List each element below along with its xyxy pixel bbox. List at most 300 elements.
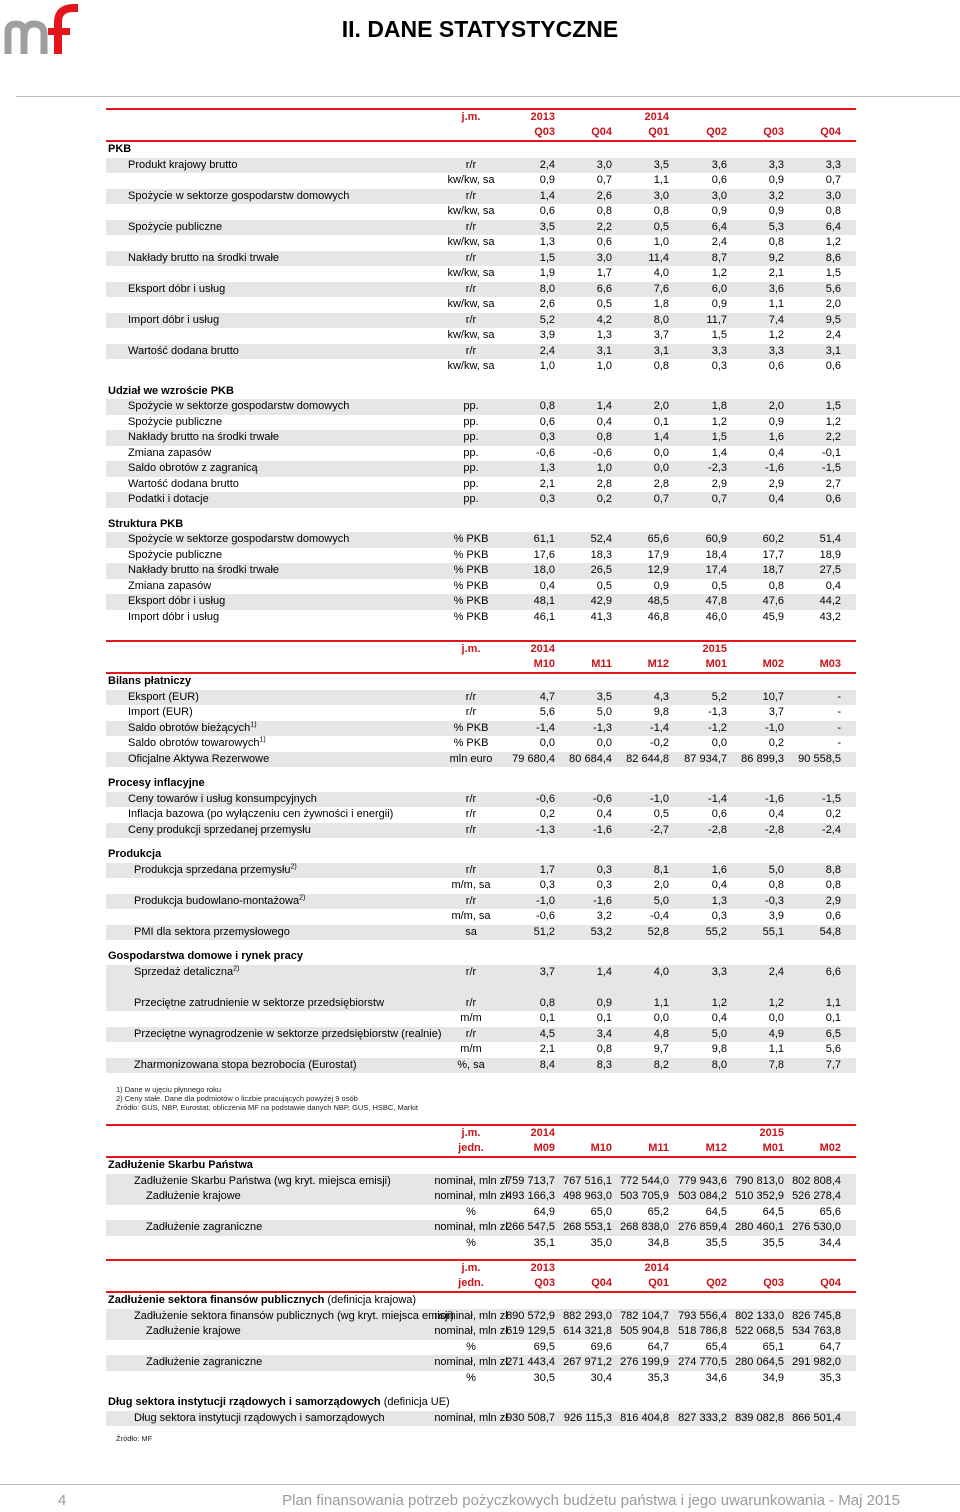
value-cell: -1,3 <box>536 823 555 836</box>
table-row <box>106 965 856 996</box>
value-cell: 52,8 <box>647 925 669 938</box>
value-cell: 11,7 <box>706 313 727 326</box>
value-cell: 1,2 <box>825 415 841 428</box>
table-row <box>106 705 856 721</box>
value-cell: 3,5 <box>596 690 612 703</box>
group-title <box>106 384 856 400</box>
value-cell: 45,9 <box>762 610 784 623</box>
table-row <box>106 158 856 174</box>
value-cell: 1,5 <box>825 400 841 412</box>
value-cell: 65,4 <box>705 1340 727 1353</box>
value-cell: 0,0 <box>768 1012 784 1024</box>
value-cell: 17,6 <box>533 548 555 561</box>
value-cell: 1,0 <box>596 360 612 372</box>
value-cell: 0,3 <box>596 879 612 891</box>
value-cell: 0,0 <box>653 446 669 459</box>
value-cell: 0,4 <box>768 446 784 459</box>
value-cell: 8,0 <box>711 1058 727 1071</box>
table-row <box>106 1042 856 1058</box>
value-cell: 271 443,4 <box>506 1356 555 1368</box>
row-unit: kw/kw, sa <box>447 205 495 217</box>
row-unit: m/m, sa <box>451 879 491 891</box>
row-unit: r/r <box>465 965 477 978</box>
value-cell: 930 508,7 <box>506 1411 555 1424</box>
value-cell: -0,6 <box>536 792 555 805</box>
footnote: 2) Ceny stałe. Dane dla podmiotów o liczbie pracujących powyżej 9 osób <box>116 1094 358 1103</box>
group-spacer <box>106 767 856 776</box>
row-label-text: Spożycie w sektorze gospodarstw domowych <box>128 189 350 202</box>
value-cell: 2,9 <box>768 477 784 490</box>
row-unit: r/r <box>465 158 477 171</box>
row-label-text: Podatki i dotacje <box>128 493 209 505</box>
table-row <box>106 610 856 626</box>
row-unit: r/r <box>465 189 477 202</box>
value-cell: 82 644,8 <box>626 752 669 765</box>
value-cell: 1,3 <box>596 329 612 341</box>
value-cell: 1,4 <box>596 400 612 412</box>
row-label <box>128 736 266 752</box>
value-cell: 0,8 <box>596 205 612 217</box>
row-label <box>128 492 209 508</box>
value-cell: -1,0 <box>650 792 669 805</box>
row-label-text: Przeciętne zatrudnienie w sektorze przedsiębiorstw <box>134 996 385 1009</box>
row-unit: % PKB <box>453 533 489 545</box>
value-cell: 2,0 <box>768 400 784 412</box>
row-unit: nominał, mln zł <box>434 1411 508 1424</box>
value-cell: 2,9 <box>825 894 841 907</box>
value-cell: 51,2 <box>533 925 555 938</box>
value-cell: 0,7 <box>653 493 669 505</box>
value-cell: 69,6 <box>590 1340 612 1353</box>
row-label-text: Zadłużenie zagraniczne <box>146 1356 263 1368</box>
value-cell: 8,8 <box>825 863 841 876</box>
value-cell: 0,7 <box>711 493 727 505</box>
value-cell: 3,1 <box>653 344 669 357</box>
value-cell: 5,6 <box>825 282 841 295</box>
table-row <box>106 532 856 548</box>
value-cell: 61,1 <box>533 533 555 545</box>
value-cell: -0,4 <box>650 910 669 922</box>
row-label <box>128 563 279 579</box>
row-label-text: Spożycie publiczne <box>128 220 223 233</box>
value-cell: 2,8 <box>653 477 669 490</box>
header-cell: Q04 <box>591 126 612 138</box>
row-label-text: Zadłużenie sektora finansów publicznych (wg kryt. miejsca emisji) <box>134 1309 454 1322</box>
value-cell: 759 713,7 <box>506 1174 555 1187</box>
header-cell: 2014 <box>530 643 555 655</box>
value-cell: -1,2 <box>708 721 727 734</box>
title-divider <box>16 96 960 97</box>
header-cell: M02 <box>819 1142 841 1154</box>
header-cell: M11 <box>591 658 612 670</box>
row-label <box>128 594 225 610</box>
row-unit: nominał, mln zł <box>434 1309 508 1322</box>
value-cell: 35,5 <box>705 1236 727 1249</box>
header-row <box>106 1126 856 1141</box>
value-cell: 3,1 <box>596 344 612 357</box>
table-row <box>106 894 856 910</box>
group-title <box>106 674 856 690</box>
value-cell: 1,0 <box>653 236 669 248</box>
header-row <box>106 1141 856 1156</box>
value-cell: 3,3 <box>711 965 727 978</box>
group-title <box>106 949 856 965</box>
value-cell: 267 971,2 <box>563 1356 612 1368</box>
table-row <box>106 266 856 282</box>
value-cell: 0,3 <box>539 879 555 891</box>
table-row <box>106 878 856 894</box>
value-cell: 64,9 <box>533 1205 555 1218</box>
value-cell: 526 278,4 <box>792 1190 841 1202</box>
table-row <box>106 1236 856 1252</box>
row-label <box>134 996 384 1012</box>
value-cell: -1,4 <box>708 792 727 805</box>
row-label <box>128 461 258 477</box>
group-title-text: Dług sektora instytucji rządowych i samorządowych <box>108 1396 381 1408</box>
value-cell: 0,6 <box>596 236 612 248</box>
footnote: Źródło: MF <box>116 1434 153 1443</box>
table-row <box>106 1174 856 1190</box>
value-cell: 86 899,3 <box>741 752 784 765</box>
value-cell: 3,3 <box>768 344 784 357</box>
row-label-text: Saldo obrotów towarowych <box>128 737 260 749</box>
row-label <box>128 282 225 298</box>
value-cell: 0,0 <box>653 462 669 474</box>
value-cell: 0,9 <box>711 205 727 217</box>
row-label-text: Dług sektora instytucji rządowych i samorządowych <box>134 1411 385 1424</box>
value-cell: -1,3 <box>593 721 612 734</box>
value-cell: 1,6 <box>711 863 727 876</box>
header-cell: M10 <box>533 658 555 670</box>
table-row <box>106 792 856 808</box>
value-cell: 0,9 <box>768 205 784 217</box>
value-cell: 0,2 <box>596 493 612 505</box>
value-cell: 8,7 <box>711 251 727 264</box>
value-cell: -0,2 <box>650 737 669 749</box>
value-cell: 4,8 <box>653 1027 669 1040</box>
value-cell: 0,6 <box>711 174 727 186</box>
row-unit: r/r <box>465 220 477 233</box>
value-cell: 0,9 <box>711 298 727 310</box>
row-unit: r/r <box>465 313 477 326</box>
value-cell: 27,5 <box>819 564 841 576</box>
value-cell: 505 904,8 <box>620 1325 669 1337</box>
row-unit: pp. <box>463 415 479 428</box>
header-cell: Q03 <box>763 1277 784 1289</box>
value-cell: 0,4 <box>825 579 841 592</box>
row-unit: r/r <box>465 706 477 718</box>
value-cell: 2,2 <box>825 431 841 443</box>
value-cell: -2,4 <box>822 823 841 836</box>
header-cell: M12 <box>705 1142 727 1154</box>
table-row <box>106 863 856 879</box>
table-macro-quarterly <box>106 108 856 625</box>
value-cell: 510 352,9 <box>735 1190 784 1202</box>
value-cell: 3,0 <box>596 251 612 264</box>
value-cell: 280 064,5 <box>735 1356 784 1368</box>
value-cell: 79 680,4 <box>512 752 555 765</box>
value-cell: -0,3 <box>765 894 784 907</box>
value-cell: 3,5 <box>653 158 669 171</box>
value-cell: 0,0 <box>539 737 555 749</box>
table-row <box>106 313 856 329</box>
group-title-suffix: (definicja UE) <box>380 1396 450 1408</box>
row-label-text: Wartość dodana brutto <box>128 477 239 490</box>
value-cell: 0,8 <box>768 879 784 891</box>
row-label <box>134 965 239 981</box>
value-cell: 0,9 <box>768 415 784 428</box>
value-cell: 4,0 <box>653 267 669 279</box>
value-cell: 1,1 <box>653 996 669 1009</box>
table-row <box>106 1058 856 1074</box>
value-cell: 0,8 <box>825 205 841 217</box>
table-row <box>106 579 856 595</box>
row-label <box>128 807 393 823</box>
header-row <box>106 642 856 657</box>
value-cell: 2,4 <box>768 965 784 978</box>
page-number: 4 <box>58 1492 67 1509</box>
table-row <box>106 477 856 493</box>
row-label <box>128 477 239 493</box>
row-label <box>128 721 257 737</box>
value-cell: 2,6 <box>596 189 612 202</box>
row-unit: kw/kw, sa <box>447 360 495 372</box>
value-cell: 9,8 <box>653 706 669 718</box>
row-unit: m/m <box>460 1043 482 1055</box>
row-label <box>134 925 290 941</box>
header-cell: Q03 <box>534 1277 555 1289</box>
value-cell: 4,3 <box>653 690 669 703</box>
row-label-text: Zadłużenie krajowe <box>146 1190 241 1202</box>
value-cell: 5,2 <box>539 313 555 326</box>
row-label-text: Sprzedaż detaliczna <box>134 965 234 978</box>
row-unit: % PKB <box>453 595 489 607</box>
value-cell: 8,0 <box>539 282 555 295</box>
header-cell: 2015 <box>702 643 727 655</box>
table-row <box>106 1309 856 1325</box>
row-label <box>134 1309 454 1325</box>
footnote: Źródło: GUS, NBP, Eurostat, obliczenia MF na podstawie danych NBP, GUS, HSBC, Markit <box>116 1103 418 1112</box>
value-cell: 3,7 <box>768 706 784 718</box>
value-cell: 1,1 <box>768 1043 784 1055</box>
value-cell: 0,8 <box>768 579 784 592</box>
value-cell: 1,4 <box>596 965 612 978</box>
row-label <box>146 1355 262 1371</box>
table-row <box>106 282 856 298</box>
value-cell: 3,7 <box>539 965 555 978</box>
row-label <box>134 1058 357 1074</box>
value-cell: 65,6 <box>819 1205 841 1218</box>
value-cell: 2,1 <box>539 1043 555 1055</box>
row-unit: % <box>466 1340 476 1353</box>
value-cell: -1,6 <box>765 792 784 805</box>
value-cell: 0,7 <box>596 174 612 186</box>
value-cell: 0,8 <box>653 360 669 372</box>
value-cell: 1,5 <box>539 251 555 264</box>
value-cell: 0,3 <box>539 493 555 505</box>
value-cell: 64,7 <box>819 1340 841 1353</box>
value-cell: 1,8 <box>653 298 669 310</box>
value-cell: -1,0 <box>536 894 555 907</box>
value-cell: - <box>837 737 841 749</box>
header-cell: Q04 <box>820 1277 841 1289</box>
value-cell: -0,6 <box>593 446 612 459</box>
header-cell: Q04 <box>591 1277 612 1289</box>
table-row <box>106 925 856 941</box>
value-cell: 1,5 <box>825 267 841 279</box>
value-cell: 1,4 <box>653 431 669 443</box>
value-cell: 18,7 <box>762 564 784 576</box>
value-cell: 8,2 <box>653 1058 669 1071</box>
table-row <box>106 204 856 220</box>
group-spacer <box>106 508 856 517</box>
row-unit: nominał, mln zł <box>434 1325 508 1337</box>
row-label-text: Spożycie publiczne <box>128 415 223 428</box>
value-cell: 0,6 <box>825 493 841 505</box>
header-cell: M10 <box>590 1142 612 1154</box>
value-cell: 48,5 <box>647 595 669 607</box>
value-cell: 7,4 <box>768 313 784 326</box>
table-header <box>106 1259 856 1293</box>
table-header <box>106 1124 856 1158</box>
table-macro-monthly <box>106 640 856 1073</box>
value-cell: 0,6 <box>539 205 555 217</box>
row-label-text: Nakłady brutto na środki trwałe <box>128 251 280 264</box>
value-cell: 0,9 <box>653 579 669 592</box>
value-cell: 4,0 <box>653 965 669 978</box>
value-cell: 3,1 <box>825 344 841 357</box>
value-cell: 291 982,0 <box>792 1356 841 1368</box>
table-header <box>106 640 856 674</box>
value-cell: 18,4 <box>705 548 727 561</box>
row-label <box>128 220 222 236</box>
row-unit: sa <box>465 925 477 938</box>
value-cell: 48,1 <box>533 595 555 607</box>
table-row <box>106 807 856 823</box>
value-cell: 503 705,9 <box>620 1190 669 1202</box>
row-unit: r/r <box>465 792 477 805</box>
value-cell: 1,4 <box>711 446 727 459</box>
row-label-text: Ceny produkcji sprzedanej przemysłu <box>128 823 311 836</box>
table-row <box>106 736 856 752</box>
header-cell: 2015 <box>759 1127 784 1139</box>
row-label <box>128 313 219 329</box>
header-cell: Q01 <box>648 1277 669 1289</box>
footnote-marker: 2) <box>290 862 297 870</box>
row-unit: kw/kw, sa <box>447 329 495 341</box>
value-cell: 0,2 <box>768 737 784 749</box>
header-row <box>106 1261 856 1276</box>
value-cell: 80 684,4 <box>569 752 612 765</box>
row-label-text: Eksport dóbr i usług <box>128 282 226 295</box>
header-cell: M09 <box>533 1142 555 1154</box>
header-unit: j.m. <box>461 111 481 123</box>
row-label <box>146 1189 241 1205</box>
row-unit: % PKB <box>453 737 489 749</box>
footnote-marker: 2) <box>233 964 240 972</box>
value-cell: 0,4 <box>768 808 784 820</box>
table-public-debt <box>106 1259 856 1426</box>
value-cell: 0,3 <box>596 863 612 876</box>
row-label <box>134 863 297 879</box>
value-cell: 839 082,8 <box>735 1411 784 1424</box>
value-cell: 0,6 <box>711 808 727 820</box>
value-cell: 65,2 <box>647 1205 669 1218</box>
table-row <box>106 1011 856 1027</box>
value-cell: 276 530,0 <box>792 1221 841 1233</box>
row-label-text: Produkcja sprzedana przemysłu <box>134 863 291 876</box>
group-title <box>106 1158 856 1174</box>
value-cell: 614 321,8 <box>563 1325 612 1337</box>
value-cell: 8,6 <box>825 251 841 264</box>
value-cell: 9,2 <box>768 251 784 264</box>
header-unit: j.m. <box>461 1127 481 1139</box>
value-cell: -1,0 <box>765 721 784 734</box>
value-cell: 35,0 <box>590 1236 612 1249</box>
group-title-suffix: (definicja krajowa) <box>324 1294 417 1306</box>
value-cell: -1,5 <box>822 792 841 805</box>
row-label-text: Przeciętne wynagrodzenie w sektorze przedsiębiorstw (realnie) <box>134 1027 442 1040</box>
row-unit: pp. <box>463 446 479 459</box>
group-title-text: Procesy inflacyjne <box>108 777 205 789</box>
table-row <box>106 690 856 706</box>
value-cell: 5,0 <box>711 1027 727 1040</box>
footer-text: Plan finansowania potrzeb pożyczkowych budżetu państwa i jego uwarunkowania - Maj 2015 <box>282 1492 900 1509</box>
value-cell: 1,3 <box>539 236 555 248</box>
value-cell: 8,3 <box>596 1058 612 1071</box>
header-unit: jedn. <box>458 1277 484 1289</box>
value-cell: 1,9 <box>539 267 555 279</box>
header-cell: 2013 <box>530 111 555 123</box>
row-label-text: Nakłady brutto na środki trwałe <box>128 431 280 443</box>
value-cell: 503 084,2 <box>678 1190 727 1202</box>
value-cell: 64,7 <box>647 1340 669 1353</box>
value-cell: 12,9 <box>647 564 669 576</box>
value-cell: 3,6 <box>711 158 727 171</box>
row-label-text: Spożycie w sektorze gospodarstw domowych <box>128 533 350 545</box>
value-cell: 0,8 <box>539 996 555 1009</box>
value-cell: 3,9 <box>768 910 784 922</box>
value-cell: 0,1 <box>596 1012 612 1024</box>
value-cell: 17,7 <box>762 548 784 561</box>
row-unit: m/m <box>460 1012 482 1024</box>
row-label <box>128 548 222 564</box>
table-row <box>106 563 856 579</box>
value-cell: 3,6 <box>768 282 784 295</box>
row-unit: r/r <box>465 808 477 820</box>
row-label <box>128 446 211 462</box>
row-unit: pp. <box>463 477 479 490</box>
value-cell: 4,2 <box>596 313 612 326</box>
value-cell: 64,5 <box>705 1205 727 1218</box>
value-cell: 34,4 <box>819 1236 841 1249</box>
row-label-text: Oficjalne Aktywa Rezerwowe <box>128 752 270 765</box>
group-title-text: Zadłużenie sektora finansów publicznych <box>108 1294 325 1306</box>
table-row <box>106 1220 856 1236</box>
value-cell: 64,5 <box>762 1205 784 1218</box>
row-label-text: Inflacja bazowa (po wyłączeniu cen żywności i energii) <box>128 808 394 820</box>
value-cell: - <box>837 690 841 703</box>
table-row <box>106 446 856 462</box>
value-cell: 767 516,1 <box>563 1174 612 1187</box>
table-row <box>106 752 856 768</box>
value-cell: 54,8 <box>819 925 841 938</box>
value-cell: -1,6 <box>765 462 784 474</box>
value-cell: 0,3 <box>539 431 555 443</box>
value-cell: 8,0 <box>653 313 669 326</box>
value-cell: 5,3 <box>768 220 784 233</box>
value-cell: 0,7 <box>825 174 841 186</box>
